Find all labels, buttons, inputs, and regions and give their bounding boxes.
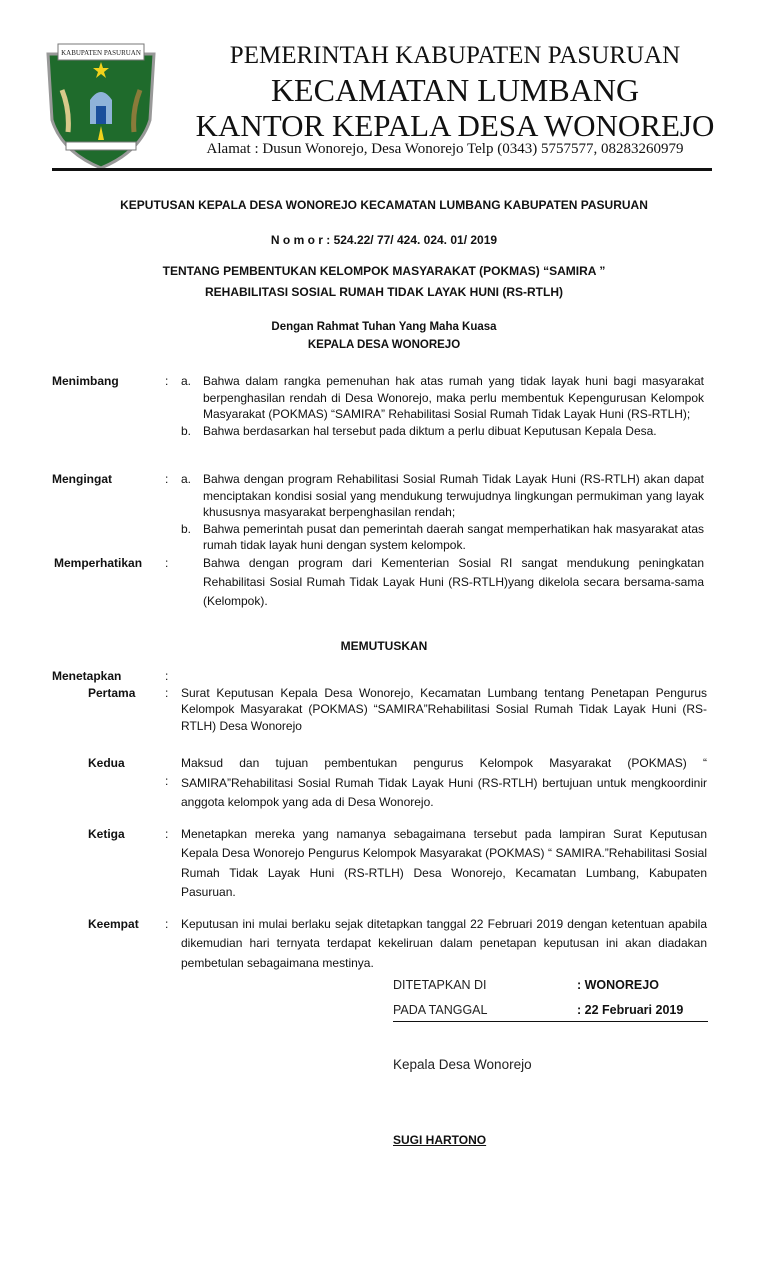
menimbang-item-b: Bahwa berdasarkan hal tersebut pada diktum a perlu dibuat Keputusan Kepala Desa. xyxy=(203,423,657,438)
ketiga-label: Ketiga xyxy=(88,826,125,841)
menetapkan-section xyxy=(52,668,707,973)
colon: : xyxy=(165,916,169,931)
menetapkan-label: Menetapkan xyxy=(52,669,122,683)
place-value: : WONOREJO xyxy=(577,978,659,992)
decree-subject-line1: TENTANG PEMBENTUKAN KELOMPOK MASYARAKAT (POKMAS) “SAMIRA ” xyxy=(162,264,606,278)
pertama-label: Pertama xyxy=(88,685,136,700)
item-letter: b. xyxy=(181,423,192,438)
item-letter: a. xyxy=(181,472,192,486)
letterhead-address: Alamat : Dusun Wonorejo, Desa Wonorejo Telp (0343) 5757577, 08283260979 xyxy=(206,141,684,157)
decree-number: N o m o r : 524.22/ 77/ 424. 024. 01/ 2019 xyxy=(270,233,498,247)
colon: : xyxy=(165,472,169,486)
letterhead-district: KECAMATAN LUMBANG xyxy=(270,72,640,108)
mengingat-section xyxy=(52,471,704,554)
memperhatikan-section xyxy=(54,554,704,611)
place-label: DITETAPKAN DI xyxy=(393,978,487,992)
letterhead-office: KANTOR KEPALA DESA WONOREJO xyxy=(195,108,715,143)
menimbang-label: Menimbang xyxy=(52,374,119,388)
kedua-text: Maksud dan tujuan pembentukan pengurus Kelompok Masyarakat (POKMAS) “ SAMIRA”Rehabilitasi Sosial Rumah Tidak Layak Huni (RS-RTLH) bertujuan untuk mengkoordinir anggota kelompok yang ada di Desa Wonorejo. xyxy=(181,756,707,809)
mengingat-item-b: Bahwa pemerintah pusat dan pemerintah daerah sangat memperhatikan hak masyarakat atas rumah tidak layak huni dengan system kelompok. xyxy=(203,521,704,552)
item-letter: a. xyxy=(181,374,192,388)
colon: : xyxy=(165,556,169,570)
colon: : xyxy=(165,685,169,700)
colon: : xyxy=(165,374,169,388)
issuer-title: KEPALA DESA WONOREJO xyxy=(307,339,461,351)
kabupaten-logo xyxy=(40,40,162,170)
mengingat-item-a: Bahwa dengan program Rehabilitasi Sosial Rumah Tidak Layak Huni (RS-RTLH) akan dapat menciptakan kondisi sosial yang mendukung terwujudnya lingkungan permukiman yang layak khususnya masyarakat berpenghasilan rendah; xyxy=(203,472,704,519)
item-letter: b. xyxy=(181,521,192,536)
decree-subject-line2: REHABILITASI SOSIAL RUMAH TIDAK LAYAK HUNI (RS-RTLH) xyxy=(204,285,563,299)
kedua-label: Kedua xyxy=(88,756,125,770)
letterhead-divider xyxy=(52,168,712,171)
colon: : xyxy=(165,669,169,683)
keempat-label: Keempat xyxy=(88,916,139,931)
date-label: PADA TANGGAL xyxy=(393,1003,488,1017)
ketiga-text: Menetapkan mereka yang namanya sebagaimana tersebut pada lampiran Surat Keputusan Kepala Desa Wonorejo Pengurus Kelompok Masyarakat (POKMAS) “ SAMIRA.”Rehabilitasi Sosial Rumah Tidak Layak Huni (RS-RTLH) Desa Wonorejo, Kecamatan Lumbang, Kabupaten Pasuruan. xyxy=(181,826,707,899)
decree-heading: KEPUTUSAN KEPALA DESA WONOREJO KECAMATAN LUMBANG KABUPATEN PASURUAN xyxy=(120,198,648,212)
signer-position: Kepala Desa Wonorejo xyxy=(393,1057,532,1072)
keempat-text: Keputusan ini mulai berlaku sejak ditetapkan tanggal 22 Februari 2019 dengan ketentuan apabila dikemudian hari ternyata terdapat kekeliruan dalam penetapan keputusan ini akan diadakan pembetulan sebagaimana mestinya. xyxy=(181,916,707,970)
date-value: : 22 Februari 2019 xyxy=(577,1003,684,1017)
invocation: Dengan Rahmat Tuhan Yang Maha Kuasa xyxy=(271,321,497,333)
svg-text:KABUPATEN PASURUAN: KABUPATEN PASURUAN xyxy=(61,49,141,57)
signature-divider xyxy=(393,1021,708,1022)
memperhatikan-label: Memperhatikan xyxy=(54,556,143,570)
memutuskan-heading: MEMUTUSKAN xyxy=(340,639,428,653)
menimbang-item-a: Bahwa dalam rangka pemenuhan hak atas rumah yang tidak layak huni bagi masyarakat berpenghasilan rendah di Desa Wonorejo, maka perlu membentuk Kepengurusan Kelompok Masyarakat (POKMAS) “SAMIRA” Rehabilitasi Sosial Rumah Tidak Layak Huni (RS-RTLH); xyxy=(203,374,704,421)
mengingat-label: Mengingat xyxy=(52,472,112,486)
menimbang-section xyxy=(52,373,704,439)
pertama-text: Surat Keputusan Kepala Desa Wonorejo, Kecamatan Lumbang tentang Penetapan Pengurus Kelompok Masyarakat (POKMAS) “SAMIRA”Rehabilitasi Sosial Rumah Tidak Layak Huni (RS-RTLH) Desa Wonorejo xyxy=(181,685,707,733)
signer-name: SUGI HARTONO xyxy=(393,1133,487,1147)
colon: : xyxy=(165,774,169,788)
letterhead-government: PEMERINTAH KABUPATEN PASURUAN xyxy=(229,42,681,69)
memperhatikan-text: Bahwa dengan program dari Kementerian Sosial RI sangat mendukung peningkatan Rehabilitasi Sosial Rumah Tidak Layak Huni (RS-RTLH)yang dikelola secara bersama-sama (Kelompok). xyxy=(203,556,704,608)
colon: : xyxy=(165,826,169,841)
